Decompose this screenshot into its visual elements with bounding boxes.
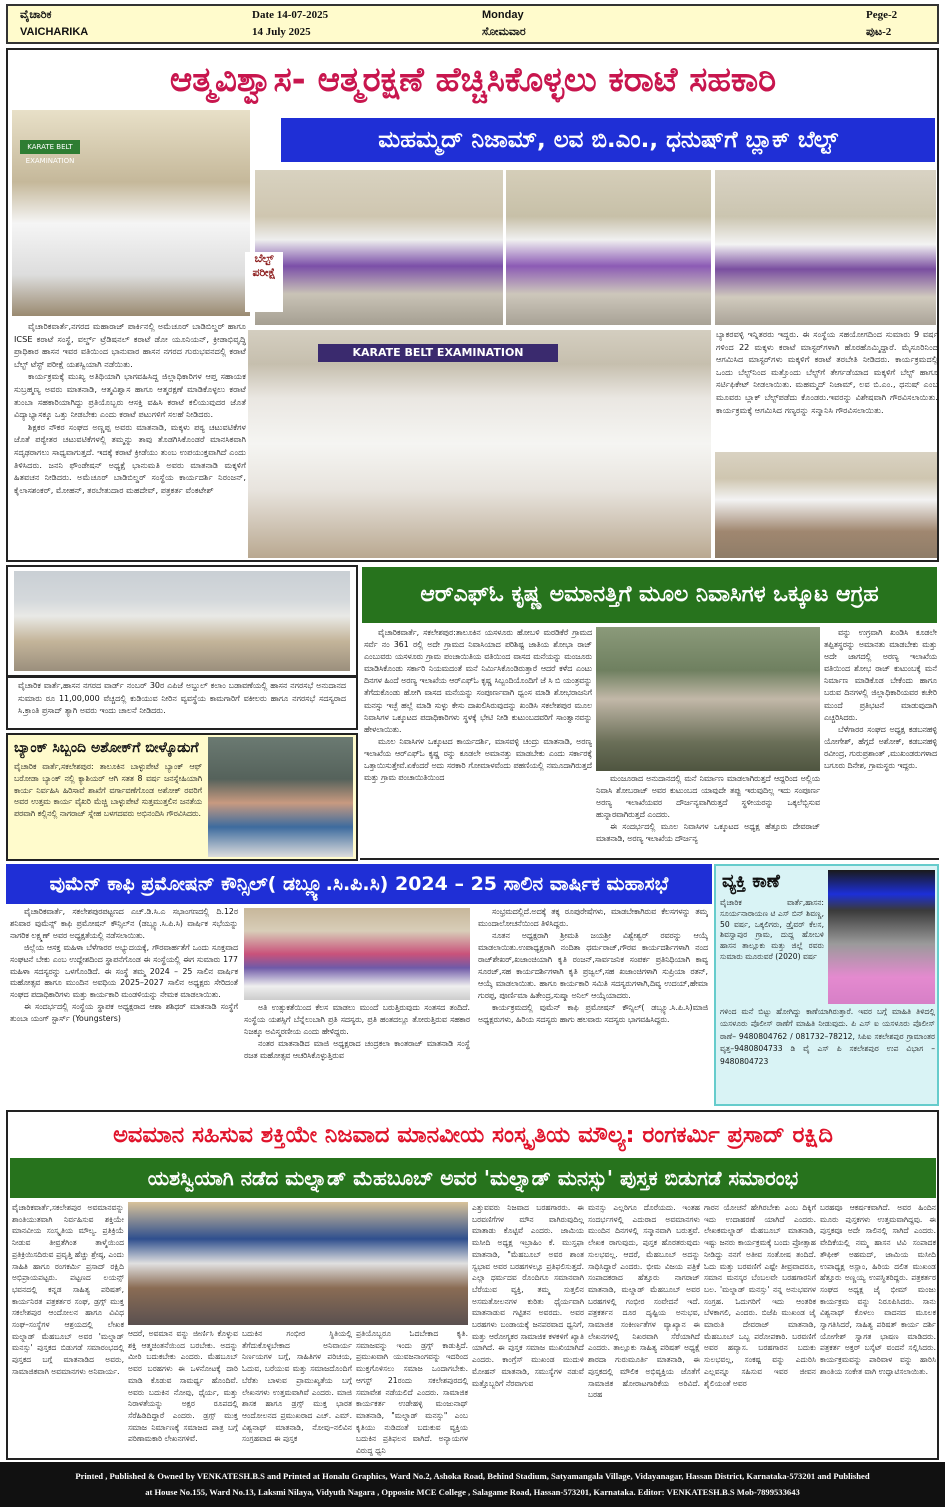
paragraph: ವೈಚಾರಿಕವಾರ್ತೆ,ನಗರದ ಮಹಾರಾಜ್ ಪಾರ್ಕಿನಲ್ಲಿ ಅಮೆಚೂರ್ ಬಾಡಿಬಿಲ್ಡರ್ ಹಾಗೂ ICSE ಕರಾಟೆ ಸಂಸ್ಥೆ, ವರ್ಲ್ಡ್ ಟ್ರೆಡಿಷನಲ್ ಕರಾಟೆ ಡೋ ಯೂನಿಯನ್, ಕ್ರೀಡಾಭಿವೃದ್ಧಿ ಪ್ರಾಧಿಕಾರ ಹಾಸನ ಇವರ ವತಿಯಿಂದ ಭಾನುವಾರ ಹಾಸನ ನಗರದ ಗುರುಭವನದಲ್ಲಿ ಕರಾಟೆ ಬೆಲ್ಟ್ ಟೆಸ್ಟ್ ಪರೀಕ್ಷೆ ಯಶಸ್ವಿಯಾಗಿ ನಡೆಯಿತು. xyxy=(14,321,246,369)
paragraph: ಮೂಲ ನಿವಾಸಿಗಳ ಒಕ್ಕೂಟದ ಕಾರ್ಯದರ್ಶಿ, ಮಾಸವಳ್ಳಿ ಚಂದ್ರು ಮಾತನಾಡಿ, ಅರಣ್ಯ ಇಲಾಖೆಯ ಆರ್‌ಎಫ್‌ಓ ಕೃಷ್ಣ ರನ್ನು ಕೂಡಲೇ ಅಮಾನತ್ತು ಮಾಡಬೇಕು ಎಂದು ಸರ್ಕಾರಕ್ಕೆ ಒತ್ತಾಯಿಸುತ್ತೇವೆ.ಏಕೆಂದರೆ ಅದು ಸರಕಾರಿ ಗೋಮಾಳವೆಂದು ಪಹಣಿಯಲ್ಲಿ ನಮೂದಾಗಿರುತ್ತದೆ ಮತ್ತು ಗ್ರಾಮ ಪಂಚಾಯಿತಿಯಿಂದ xyxy=(364,736,592,783)
paragraph: ಕಾರ್ಯಕ್ರಮಕ್ಕೆ ಮುಖ್ಯ ಅತಿಥಿಯಾಗಿ ಭಾಗವಹಿಸಿದ್ದ ಜಿಲ್ಲಾಧಿಕಾರಿಗಳ ಆಪ್ತ ಸಹಾಯಕ ಸುಬ್ರಹ್ಮಣ್ಯ ಅವರು ಮಾತನಾಡಿ, ಆತ್ಮವಿಶ್ವಾಸ ಹಾಗೂ ಆತ್ಮರಕ್ಷಣೆ ಮಾಡಿಕೊಳ್ಳಲು ಕರಾಟೆ ತುಂಬಾ ಸಹಕಾರಿಯಾಗಿದ್ದು ಪ್ರತಿಯೊಬ್ಬರು ಆಸಕ್ತಿ ವಹಿಸಿ ಕರಾಟೆ ಕಲಿಯುವುದರ ಜೊತೆ ವಿದ್ಯಾಭ್ಯಾಸಕ್ಕೂ ಒತ್ತು ನೀಡಬೇಕು ಎಂದು ಕರಾಟೆ ಪಟುಗಳಿಗೆ ಸಲಹೆ ನೀಡಿದರು. xyxy=(14,371,246,420)
imprint-line-1: Printed , Published & Owned by VENKATESH.B.S and Printed at Honalu Graphics, Ward No.2, Ashoka Road, Behind Stadium, Satyamangala Village, Vidayanagar, Hassan District, Karnataka-573201 and Published xyxy=(75,1471,870,1481)
missing-person-photo xyxy=(828,870,935,1004)
date-numeric: Date 14-07-2025 xyxy=(252,9,329,21)
missing-notice-body-bottom: ಗಳಿಂದ ಮನೆ ಬಿಟ್ಟು ಹೋಗಿದ್ದು ಕಾಣೆಯಾಗಿರುತ್ತಾರೆ. ಇವರ ಬಗ್ಗೆ ಮಾಹಿತಿ ತಿಳಿದಲ್ಲಿ ಯಸಳೂರು ಪೊಲೀಸ್ ಠಾಣೆಗೆ ಮಾಹಿತಿ ನೀಡುವುದು. ಪಿ ಎಸ್ ಐ ಯಸಳೂರು ಪೊಲೀಸ್ ಠಾಣೆ– 9480804762 / 081732–78212, ಸಿಪಿಐ ಸಕಲೇಶಪುರ ಗ್ರಾಮಾಂತರ ವೃತ್ತ–9480804733 ಡಿ ವೈ ಎಸ್ ಪಿ ಸಕಲೇಶಪುರ ಉಪ ವಿಭಾಗ –9480804723 xyxy=(720,1007,935,1066)
imprint-line-2: at House No.155, Ward No.13, Laksmi Nilaya, Vidyuth Nagara , Opposite MCE College , Salagame Road, Hassan-573201, Karnataka. Editor: VENKATESH.B.S Mob-7899533643 xyxy=(145,1487,800,1497)
rfo-headline: ಆರ್‌ಎಫ್‌ಓ ಕೃಷ್ಣ ಅಮಾನತ್ತಿಗೆ ಮೂಲ ನಿವಾಸಿಗಳ ಒಕ್ಕೂಟ ಆಗ್ರಹ xyxy=(362,567,937,623)
missing-person-notice xyxy=(714,864,939,1106)
paragraph: ಈ ಸಂದರ್ಭದಲ್ಲಿ ಮೂಲ ನಿವಾಸಿಗಳ ಒಕ್ಕೂಟದ ಅಧ್ಯಕ್ಷ ಹೆತ್ತೂರು ದೇವರಾಜ್ ಮಾತನಾಡಿ, ಅರಣ್ಯ ಇಲಾಖೆಯ ದೌರ್ಜನ್ಯ xyxy=(596,822,820,844)
rfo-article-col1 xyxy=(364,627,592,857)
book-release-col2: ಆದರೆ, ಅವಮಾನ ವನ್ನು ಜೀರ್ಣಿಸಿ ಕೊಳ್ಳುವ ಶಕ್ತಿ ಆತ್ಮಚಿಂತನೆಯಿಂದ ಬರಬೇಕು. ಅದನ್ನು ಮೀರಿ ಬದುಕಬೇಕು ಎಂದರು. ಮೆಹಬೂಬ್ ಅವರ ಬರಹಗಳು ಈ ಒಳನೋಟಕ್ಕೆ ದಾರಿ ಮಾಡಿ ಕೊಡುವ ಸಾಮರ್ಥ್ಯ ಹೊಂದಿವೆ. ಅವರು ಬದುಕಿನ ನೋವು, ಧೈರ್ಯ, ಮತ್ತು ನಿರಾಳತೆಯನ್ನು ಅಕ್ಷರ ರೂಪದಲ್ಲಿ ಸೆರೆಹಿಡಿದಿದ್ದಾರೆ ಎಂದರು. ಡ್ರಗ್ಸ್ ಮುಕ್ತ ಸಮಾಜ ನಿರ್ಮಾಣಕ್ಕೆ ಸಮಾಜದ ಪಾತ್ರ ಬಗ್ಗೆ ಪರಿಣಾಮಕಾರಿ ಲೇಖನಗಳಿವೆ. xyxy=(128,1329,238,1444)
masthead xyxy=(6,4,939,44)
paper-name-kn: ವೈಚಾರಿಕ xyxy=(20,9,52,21)
paragraph: ಶಿಕ್ಷಕರ ನೌಕರ ಸಂಘದ ಅಣ್ಣಪ್ಪ ಅವರು ಮಾತನಾಡಿ, ಮಕ್ಕಳು ಪಠ್ಯ ಚಟುವಟಿಕೆಗಳ ಜೊತೆ ಪಠ್ಯೇತರ ಚಟುವಟಿಕೆಗಳಲ್ಲಿ ತಮ್ಮನ್ನು ತಾವು ತೊಡಗಿಸಿಕೊಂಡರೆ ಮಾನಸಿಕವಾಗಿ ಸದೃಢರಾಗಲು ಸಾಧ್ಯವಾಗುತ್ತದೆ. ಇದಕ್ಕೆ ಕರಾಟೆ ಕ್ರೀಡೆಯು ತುಂಬ ಉಪಯುಕ್ತವಾಗಿದೆ ಎಂದು ತಿಳಿಸಿದರು. ಜನನಿ ಫೌಂಡೇಷನ್ ಅಧ್ಯಕ್ಷೆ ಭಾನುಮತಿ ಅವರು ಮಾತನಾಡಿ ಮಕ್ಕಳಿಗೆ ಹಿತವಚನ ನೀಡಿದರು. ಅಮೆಚೂರ್ ಬಾಡಿಬಿಲ್ಡರ್ ಸಂಸ್ಥೆಯ ಕಾರ್ಯದರ್ಶಿ ನಿರಂಜನ್, ಕೈಲಾಸಶಂಕರ್, ಮೋಹನ್, ತರಬೇತುದಾರ ಮಹದೇವ್, ಪತ್ರಕರ್ತ ವೆಂಕಟೇಶ್ xyxy=(14,421,246,495)
paragraph: ಕಾರ್ಯಕ್ರಮದಲ್ಲಿ ವುಮೆನ್ ಕಾಫಿ ಪ್ರಮೋಷನ್ ಕೌನ್ಸಿಲ್( ಡಬ್ಲ್ಯೂ.ಸಿ.ಪಿ.ಸಿ)ಮಾಜಿ ಅಧ್ಯಕ್ಷರುಗಳು, ಹಿರಿಯ ಸದಸ್ಯರು ಹಾಗು ಹಲವಾರು ಸದಸ್ಯರು ಭಾಗವಹಿಸಿದ್ದರು. xyxy=(478,1003,708,1024)
book-release-story xyxy=(6,1110,939,1460)
book-release-col6: ಮನಸ್ಸು ಎಲ್ಲರಿಗೂ ದೊರೆಯದು. ಇಂತಹ ಸಂದರ್ಭಗಳಲ್ಲಿ ಎದುರಾದ ಅವಮಾನಗಳು ಮುಂದಿನ ದಿನಗಳಲ್ಲಿ ಸನ್ಮಾನವಾಗಿ ಬರುತ್ತವೆ. ಲೇಖಕ ರಾಗುವುದು, ಪುಸ್ತಕ ಹೊರತರುವುದು ಸುಲಭವಲ್ಲ. ಆದರೆ, ಮೆಹಬೂಬ್ ಅದನ್ನು ಸಾಧಿಸಿದ್ದಾರೆ ಎಂದರು. ಭೀಮ ವಿಜಯ ಪತ್ರಿಕೆ ಸಂಪಾದಕರಾದ ಹೆತ್ತೂರು ನಾಗರಾಜ್ ಮಾತನಾಡಿ, ಮಲ್ನಾಡ್ ಮೆಹಬೂಬ್ ಅವರ ಬರಹಗಳಲ್ಲಿ ಗಂಭೀರ ಸಂವೇದನೆ ಇದೆ. ಪತ್ರಕರ್ತನ ದೂರ ದೃಷ್ಟಿಯ ಅನುಭವ, ಸಾಮಾಜಿಕ ಸಂಕೀರ್ಣತೆಗಳ ವ್ಯಾಖ್ಯಾನ ಈ ಲೇಖನಗಳಲ್ಲಿ ನಿಖರವಾಗಿ ಸೆರೆಯಾಗಿದೆ ಎಂದರು. ತಾಲ್ಲೂಕು ಸಾಹಿತ್ಯ ಪರಿಷತ್ ಅಧ್ಯಕ್ಷೆ ಶಾರದಾ ಗುರುಮೂರ್ತಿ ಮಾತನಾಡಿ, ಈ ಪುಸ್ತಕದಲ್ಲಿ ಮೌಲಿಕ ಅಭಿವ್ಯಕ್ತಿಯ ಜೊತೆಗೆ ಸಾಮಾಜಿಕ ಹೋರಾಟಗಾರಿಕೆಯ ಅರಿವಿದೆ. ಬರಹ xyxy=(588,1203,700,1400)
karate-article-col1 xyxy=(14,320,246,556)
wcpc-article-col3 xyxy=(478,906,708,1106)
page-number-en: Pege-2 xyxy=(866,9,898,21)
page-number-kn: ಪುಟ-2 xyxy=(866,26,892,38)
book-release-col5: ಎತ್ತುವವರು ನಿಜವಾದ ಬರಹಗಾರರು. ಈ ಬರವಣಿಗೆಗಳ ಮೌನ ವಾಗಿರುವುದಿಲ್ಲ ಮಾತಾಡು ಕೊಟ್ಟಿವೆ ಎಂದರು. ಜಾಮಿಯ ಮಸೀದಿ ಅಧ್ಯಕ್ಷ ಇಬ್ರಾಹಿಂ ಕೆ. ಮುಸ್ತಫಾ ಮಾತನಾಡಿ, "ಮೆಹಬೂಬ್ ಅವರ ಶಾಂತ ಸ್ವಭಾವ ಅವರ ಬರಹಗಳಲ್ಲೂ ಪ್ರತಿಫಲಿಸುತ್ತದೆ. ಎಲ್ಲಾ ಧರ್ಮದವ ರೊಂದಿಗೂ ಸಮಾನವಾಗಿ ಬೆರೆಯುವ ವ್ಯಕ್ತಿ, ತಮ್ಮ ಸುತ್ತಲಿನ ಅಸಮತೋಲನಗಳ ಕುರಿತು ಧೈರ್ಯವಾಗಿ ಮಾತನಾಡುವ ಗಟ್ಟಿತನ ಅವರದು. ಅವರ ಬರಹಗಳು ಬಂಡಾಯಕ್ಕೆ ಜನಪರವಾದ ಧ್ವನಿಗೆ, ಮತ್ತು ಆರೋಗ್ಯಕರ ಸಾಮಾಜಿಕ ಕಳಕಳಿಗೆ ಖ್ಯಾತಿ ಯಾಗಿದೆ. ಈ ಪುಸ್ತಕ ಸಮಾಜ ಮುಖಿಯಾಗಿದೆ ಎಂದರು. ಕಾಂಗ್ರೆಸ್ ಮುಖಂಡ ಮುದುಳಿ ಮೋಹನ್ ಮಾತನಾಡಿ, ಸಮುಸ್ಯೆಗಳ ನಡುವೆ ಮತ್ತೊಬ್ಬರಿಗೆ ನೆರವಾಗುವ xyxy=(472,1203,584,1388)
paragraph: ಅತಿ ಉತ್ಸುಕತೆಯಿಂದ ಕೆಲಸ ಮಾಡಲು ಮುಂದೆ ಬರುತ್ತಿರುವುದು ಸಂತಸದ ತಂದಿದೆ. ಸಂಸ್ಥೆಯ ಯಶಸ್ಸಿಗೆ ಬೆನ್ನೆಲುಬಾಗಿ ಪ್ರತಿ ಸದಸ್ಯರು, ಪ್ರತಿ ಹಂತದಲ್ಲೂ ತೋರುತ್ತಿರುವ ಸಹಕಾರ ನಿಜಕ್ಕೂ ಅವಿಸ್ಮರಣೀಯ ಎಂದು ಹೇಳಿದ್ದರು. xyxy=(244,1003,470,1036)
missing-notice-body-top: ವೈಚಾರಿಕ ವಾರ್ತೆ,ಹಾಸನ: ಸೂರ್ಯನಾರಾಯಣ ಟಿ ಎಸ್ ಬಿನ್ ಶಿವಣ್ಣ, 50 ವರ್ಷ, ಒಕ್ಕಲಿಗರು, ಡ್ರೈವರ್ ಕೆಲಸ, ಶಿವಸ್ವಾಪುರ ಗ್ರಾಮ, ದುದ್ದ ಹೋಬಳಿ ಹಾಸನ ತಾಲ್ಲೂಕು ಮತ್ತು ಜಿಲ್ಲೆ ರವರು ಸುಮಾರು ಮೂರುವರೆ (2020) ವರ್ಷ xyxy=(720,898,824,961)
bank-farewell-body: ವೈಚಾರಿಕ ವಾರ್ತೆ,ಸಕಲೇಶಪುರ: ತಾಲೂಕಿನ ಬಾಳ್ಳುಪೇಟೆ ಬ್ಯಾಂಕ್ ಆಫ್ ಬರೋಡಾ ಬ್ಯಾಂಕ್ ನಲ್ಲಿ ಕ್ಯಾಶಿಯರ್ ಆಗಿ ಸತತ 8 ವರ್ಷ ಜನಸ್ನೇಹಿಯಾಗಿ ಕಾರ್ಯ ನಿರ್ವಹಿಸಿ ಹಿರಿಸಾವೆ ಶಾಖೆಗೆ ವರ್ಗಾವಣೆಗೊಂಡ ಅಶೋಕ್ ರವರಿಗೆ ಅವರ ಉತ್ತಮ ಕಾರ್ಯ ವೈಖರಿ ಮೆಚ್ಚಿ ಬಾಳ್ಳುಪೇಟೆ ಸುತ್ತಮುತ್ತಲಿನ ಜನತೆಯ ಪರವಾಗಿ ಕಲ್ಲಿನಲ್ಲಿ ನಾಗರಾಜ್ ಸ್ನೇಹ ಬಳಗದವರು ಅಭಿನಂದಿಸಿ ಗೌರವಿಸಿದರು. xyxy=(14,762,202,819)
rfo-article-col3 xyxy=(824,627,937,857)
paragraph: ನಂತರ ಮಾತನಾಡಿದ ಮಾಜಿ ಅಧ್ಯಕ್ಷರಾದ ಚಂದ್ರಕಲಾ ಕಾಂತರಾಜ್ ಮಾತನಾಡಿ ಸಂಸ್ಥೆ ರಜತ ಮಹೋತ್ಸವ ಆಚರಿಸಿಕೊಳ್ಳುತ್ತಿರುವ xyxy=(244,1039,470,1060)
sparring-photo-3 xyxy=(715,170,936,325)
water-project-photo-box xyxy=(6,565,358,677)
karate-subheadline: ಮಹಮ್ಮದ್ ನಿಜಾಮ್, ಲವ ಬಿ.ಎಂ., ಧನುಷ್‌ಗೆ ಬ್ಲಾಕ್ ಬೆಲ್ಟ್ xyxy=(281,118,935,162)
book-release-col1: ವೈಚಾರಿಕವಾರ್ತೆ,ಸಕಲೇಶಪುರ ಅವಮಾನವನ್ನು ಶಾಂತಿಯುತವಾಗಿ ನಿರ್ವಹಿಸುವ ಶಕ್ತಿಯೇ ಮಾನವೀಯ ಸಂಸ್ಕೃತಿಯ ಮೌಲ್ಯ. ಪ್ರತಿಕ್ರಿಯೆ ನೀಡುವ ತೀವ್ರತೆಗಿಂತ ತಾಳ್ಮೆಯಿಂದ ಪ್ರತಿಕ್ರಿಯಿಸದಿರುವ ಪ್ರವೃತ್ತಿ ಹೆಚ್ಚು ಶ್ರೇಷ್ಠ, ಎಂದು ಸಾಹಿತಿ ಹಾಗೂ ರಂಗಕರ್ಮಿ ಪ್ರಸಾದ್ ರಕ್ಷಿದಿ ಅಭಿಪ್ರಾಯಪಟ್ಟರು. ಪಟ್ಟಣದ ಲಯನ್ಸ್ ಭವನದಲ್ಲಿ ಕನ್ನಡ ಸಾಹಿತ್ಯ ಪರಿಷತ್, ಕಾರ್ಯನಿರತ ಪತ್ರಕರ್ತರ ಸಂಘ, ಡ್ರಗ್ಸ್ ಮುಕ್ತ ಸಕಲೇಶಪುರ ಆಂದೋಲನ ಹಾಗೂ ವಿವಿಧ ಸಂಘ–ಸಂಸ್ಥೆಗಳ ಆಶ್ರಯದಲ್ಲಿ ಲೇಖಕ ಮಲ್ನಾಡ್ ಮೆಹಬೂಬ್ ಅವರ 'ಮಲ್ನಾಡ್ ಮನಸ್ಸು' ಪುಸ್ತಕದ ಬಿಡುಗಡೆ ಸಮಾರಂಭದಲ್ಲಿ ಪುಸ್ತಕದ ಬಗ್ಗೆ ಮಾತನಾಡಿದ ಅವರು, ಸಾಮಾಜಿಕವಾಗಿ ಅವಮಾನಗಳು ಅನಿವಾರ್ಯ. xyxy=(12,1203,124,1376)
paper-name-en: VAICHARIKA xyxy=(20,26,89,38)
book-release-col3: ಬದುಕಿನ ಗಂಭೀರ ಸ್ಥಿತಿಯಲ್ಲಿ ತೆಗೆದುಕೊಳ್ಳಬೇಕಾದ ಅನಿವಾರ್ಯ ನಿರ್ಣಯಗಳ ಬಗ್ಗೆ, ಸಾಹಿತಿಗಳ ಪರಿಚಯ, ಓದುವ, ಬರೆಯುವ ಮತ್ತು ಸಮಾಜದೊಂದಿಗೆ ಬೆರೆತು ಬಾಳುವ ಪ್ರಾಮುಖ್ಯತೆಯ ಬಗ್ಗೆ ಲೇಖನಗಳು ಉತ್ತಮವಾಗಿವೆ ಎಂದರು. ಮಾಜಿ ಶಾಸಕ ಹಾಗೂ ಡ್ರಗ್ಸ್ ಮುಕ್ತ ಭಾರತ ಆಂದೋಲನದ ಪ್ರಮುಖರಾದ ಎಚ್. ಎಮ್. ವಿಶ್ವನಾಥ್ ಮಾತನಾಡಿ, ನೋವು–ನಲಿವಿನ ಸಂಗ್ರಹವಾದ ಈ ಪುಸ್ತಕ xyxy=(242,1329,352,1444)
group-photo-guests xyxy=(12,110,250,316)
karate-story xyxy=(6,48,939,562)
paragraph: ಮಂಜೂರಾದ ಅನುದಾನದಲ್ಲಿ ಮನೆ ನಿರ್ಮಾಣ ಮಾಡಲಾಗಿರುತ್ತದೆ ಆದ್ದರಿಂದ ಅಲ್ಲಿಯ ನಿವಾಸಿ ಶೋಬರಾಜ್ ಅವರ ಕುಟುಂಬದ ಯಾವುದೇ ತಪ್ಪು ಇರುವುದಿಲ್ಲ ಇದು ಸಂಪೂರ್ಣ ಅರಣ್ಯ ಇಲಾಖೆಯವರ ದೌರ್ಜನ್ಯವಾಗಿರುತ್ತದೆ ಸ್ಥಳೀಯರನ್ನು ಒಕ್ಕಲೆಬ್ಬಿಸುವ ಹುನ್ನಾರವಾಗಿರುತ್ತದೆ ಎಂದರು. xyxy=(596,774,820,820)
wcpc-photo xyxy=(244,908,470,1000)
bank-farewell-story xyxy=(6,733,358,861)
bank-farewell-headline: ಬ್ಯಾಂಕ್ ಸಿಬ್ಬಂದಿ ಅಶೋಕ್‌ಗೆ ಬೀಳ್ಕೊಡುಗೆ xyxy=(14,740,199,756)
paragraph: ಜಿಲ್ಲೆಯ ಆಸಕ್ತ ಮಹಿಳಾ ಬೆಳೆಗಾರರ ಅಭ್ಯುದಯಕ್ಕೆ, ಗೌರವಾರ್ಹತೆಗೆ ಒಂದು ಸೂಕ್ತವಾದ ಸಂಘಟನೆ ಬೇಕು ಎಂಬ ಉದ್ದೇಶದಿಂದ ಸ್ಥಾಪನೆಗೊಂಡ ಈ ಸಂಸ್ಥೆಯಲ್ಲಿ ಈಗ ಸುಮಾರು 177 ಮಹಿಳಾ ಸದಸ್ಯರನ್ನು ಒಳಗೊಂಡಿದೆ. ಈ ಸಂಸ್ಥೆ ತಮ್ಮ 2024 – 25 ಸಾಲಿನ ವಾರ್ಷಿಕ ಮಹೋತ್ಸವ ಹಾಗೂ ಮುಂದಿನ ಅವಧಿಯ 2025–2027 ಸಾಲಿನ ಅಧ್ಯಕ್ಷರು ಸೇರಿದಂತೆ ಸಂಘದ ಪದಾಧಿಕಾರಿಗಳು ಮತ್ತು ಕಾರ್ಯಕಾರಿ ಮಂಡಳಿಯನ್ನು ನೇಮಕ ಮಾಡಲಾಯಿತು. xyxy=(10,942,238,1000)
rfo-photo xyxy=(596,627,820,771)
students-group-photo xyxy=(248,330,711,558)
rfo-article-col2 xyxy=(596,773,820,859)
paragraph: ಈ ಸಂದರ್ಭದಲ್ಲಿ ಸಂಸ್ಥೆಯ ಸ್ಥಾಪಕ ಅಧ್ಯಕ್ಷರಾದ ಆಶಾ ಶಶಿಧರ್ ಮಾತನಾಡಿ ಸಂಸ್ಥೆಗೆ ತುಂಬಾ ಯಂಗ್ ಸ್ಟಾರ್ಸ್ (Youngsters) xyxy=(10,1002,238,1024)
imprint-footer xyxy=(0,1462,945,1507)
book-release-col7: ಗಾರನ ಯೋಚನೆ ಹೇಗಿರಬೇಕು ಎಂಬ ದಿಕ್ಕಿಗೆ ಇದು ಉದಾಹರಣೆ ಯಾಗಿದೆ ಎಂದರು. ಲೇಖಕಮಲ್ನಾಡ್ ಮೆಹಬೂಬ್ ಮಾತನಾಡಿ, ಇಷ್ಟು ಜನರು ಕಾರ್ಯಕ್ರಮಕ್ಕೆ ಬಂದು ಪ್ರೋತ್ಸಾಹ ನೀಡಿದ್ದು ನನಗೆ ಅತೀವ ಸಂತೋಷ ತಂದಿದೆ. ಓದು ಮತ್ತು ಬರವಣಿಗೆ ಎಷ್ಟೇ ತೀವ್ರವಾದರೂ, ಸಮಾನ ಮನಸ್ಕರ ಬೆಂಬಲವೇ ಬರಹಗಾರನಿಗೆ ಬಲ. 'ಮಲ್ನಾಡ್ ಮನಸ್ಸು' ನನ್ನ ಅನುಭವಗಳ ಸಂಗ್ರಹ. ಓದುಗರಿಗೆ ಇದು ಆಂತರಿಕ ಬೆಳಕಾಗಲಿ, ಎಂದರು. ಬಿಜೆಪಿ ಮುಖಂಡ ಜೈ ಮಾರುತಿ ದೇವರಾಜ್ ಮಾತನಾಡಿ, ಮೆಹಬೂಬ್ ಒಬ್ಬ ಪರೋಪಕಾರಿ. ಬರವಣಿಗೆ ಅವರ ಹವ್ಯಾಸ. ಬರಹಗಾರನ ಬದುಕು ಸುಲಭವಲ್ಲ, ಸಂಕಷ್ಟ ವನ್ನು ಎದುರಿಸಿ ಎಲ್ಲವನ್ನೂ ಸಹಿಸುವ ಇವರ ಜೀವನ ಶೈಲಿಯಂತೆ ಅವರ xyxy=(704,1203,816,1388)
paragraph: ವೈಚಾರಿಕವಾರ್ತೆ, ಸಕಲೇಶಪುರಪಟ್ಟಣದ ಎಚ್.ಡಿ.ಸಿ.ಎ ಸಭಾಂಗಣದಲ್ಲಿ ದಿ.12ರ ಶನಿವಾರ ವುಮೆನ್ಸ್ ಕಾಫಿ ಪ್ರಮೋಷನ್ ಕೌನ್ಸಿಲ್‌ನ (ಡಬ್ಲ್ಯೂ.ಸಿ.ಪಿ.ಸಿ) ವಾರ್ಷಿಕ ಸಭೆಯನ್ನು ನಾಗರಿಕ ಲಕ್ಷ್ಮಣ್ ಅವರ ಅಧ್ಯಕ್ಷತೆಯಲ್ಲಿ ನಡೆಸಲಾಯಿತು. xyxy=(10,907,238,940)
weekday-kn: ಸೋಮವಾರ xyxy=(482,26,526,38)
book-release-photo xyxy=(128,1202,468,1325)
karate-headline: ಆತ್ಮವಿಶ್ವಾಸ- ಆತ್ಮರಕ್ಷಣೆ ಹೆಚ್ಚಿಸಿಕೊಳ್ಳಲು ಕರಾಟೆ ಸಹಕಾರಿ xyxy=(169,60,777,100)
paragraph: ಬೆಳೆಗಾರರ ಸಂಘದ ಅಧ್ಯಕ್ಷ ಕಡಬನಹಳ್ಳಿ ಯೋಗೇಶ್, ಹೆಗ್ಗದೆ ಅಶೋಕ್, ಕಡಬನಹಳ್ಳಿ ರವೀಂದ್ರ, ಗುರುಪ್ರಶಾಂತ್ ,ಮುಖಂಡರುಗಳಾದ ಬಗೂರು ದಿನೇಶ, ಗ್ರಾಮಸ್ಥರು ಇದ್ದರು. xyxy=(824,724,937,771)
water-project-caption: ವೈಚಾರಿಕ ವಾರ್ತೆ,ಹಾಸನ ನಗರದ ವಾರ್ಡ್ ನಂಬರ್ 30ರ ಎಪಿಜೆ ಅಬ್ದುಲ್ ಕಲಾಂ ಬಡಾವಣೆಯಲ್ಲಿ ಹಾಸನ ನಗರಸಭೆ ಅನುದಾನದ ಸುಮಾರು ರೂ 11,00,000 ವೆಚ್ಚದಲ್ಲಿ ಕುಡಿಯುವ ನೀರಿನ ವ್ಯವಸ್ಥೆಯ ಕಾಮಗಾರಿಗೆ ವಕೀಲರು ಹಾಗೂ ನಗರಸಭೆ ಸದಸ್ಯರಾದ ಸಿ.ಕ್ರಾಂತಿ ಪ್ರಸಾದ್ ತ್ಯಾಗಿ ಅವರು ಇಂದು ಚಾಲನೆ ನೀಡಿದರು. xyxy=(18,681,346,715)
water-project-photo xyxy=(14,571,350,671)
photo-banner: KARATE BELT EXAMINATION xyxy=(20,140,80,154)
book-release-col4: ಪ್ರತಿಯೊಬ್ಬರೂ ಓದಬೇಕಾದ ಕೃತಿ. ಸಮಾಜವನ್ನು ಇಂದು ಡ್ರಗ್ಸ್ ಕಾಡುತ್ತಿದೆ. ಪ್ರಮುಖವಾಗಿ ಯುವಜನಾಂಗವನ್ನು ಇದರಿಂದ ಮುಕ್ತಗೊಳಿಸಲು ಸಮಾಜ ಒಂದಾಗಬೇಕು. ಆಗಸ್ಟ್ 21ರಂದು ಸಕಲೇಶಪುರದಲ್ಲಿ ಸಮಾವೇಶ ನಡೆಯಲಿದೆ ಎಂದರು. ಸಾಮಾಜಿಕ ಕಾರ್ಯಕರ್ತ ಉಡೇಹಳ್ಳಿ ಮಂಜುನಾಥ್ ಮಾತನಾಡಿ, "ಮಲ್ನಾಡ್ ಮನಸ್ಸು" ಎಂಬ ಕೃತಿಯು ನುಡಿದಂತೆ ಬದುಕುವ ವ್ಯಕ್ತಿಯ ಬದುಕಿನ ಪ್ರತಿಫಲನ ವಾಗಿದೆ. ಅನ್ಯಾಯಗಳ ವಿರುದ್ಧ ಧ್ವನಿ xyxy=(356,1329,468,1456)
belt-test-tag: ಬೆಲ್ಟ್ ಪರೀಕ್ಷೆ xyxy=(245,252,283,312)
wcpc-headline: ವುಮೆನ್ ಕಾಫಿ ಪ್ರಮೋಷನ್ ಕೌನ್ಸಿಲ್( ಡಬ್ಲ್ಯೂ.ಸಿ.ಪಿ.ಸಿ) 2024 – 25 ಸಾಲಿನ ವಾರ್ಷಿಕ ಮಹಾಸಭೆ xyxy=(6,864,712,904)
wcpc-article-col1 xyxy=(10,906,238,1106)
photo-banner: KARATE BELT EXAMINATION xyxy=(318,344,558,362)
book-release-subheadline: ಯಶಸ್ವಿಯಾಗಿ ನಡೆದ ಮಲ್ನಾಡ್ ಮೆಹಬೂಬ್ ಅವರ 'ಮಲ್ನಾಡ್ ಮನಸ್ಸು' ಪುಸ್ತಕ ಬಿಡುಗಡೆ ಸಮಾರಂಭ xyxy=(10,1158,936,1198)
paragraph: ನೂತನ ಅಧ್ಯಕ್ಷರಾಗಿ ಶ್ರೀಮತಿ ಜಯಶ್ರೀ ವಿಶ್ವೇಶ್ವರ್ ರವರನ್ನು ಆಯ್ಕೆ ಮಾಡಲಾಯಿತು.ಉಪಾಧ್ಯಕ್ಷರಾಗಿ ನಂದಿತಾ ಧರ್ಮರಾಜ್,ಗೌರವ ಕಾರ್ಯದರ್ಶಿಗಳಾಗಿ ನಂದ ರಾಜ್‌ಶೇಖರ್,ಖಜಾಂಚಿಯಾಗಿ ಕೃತಿ ರಂಜನ್,ಸಾರ್ವಜನಿಕ ಸಂಪರ್ಕ ಪ್ರತಿನಿಧಿಯಾಗಿ ಕಾವ್ಯ ಸೂರಜ್,ಸಹ ಕಾರ್ಯದರ್ಶಿಗಳಾಗಿ ಕೃತಿ ಪ್ರಜ್ವಲ್,ಸಹ ಖಜಾಂಚಿಗಳಾಗಿ ಸುಪ್ರಿಯಾ ರತನ್, ಆಯ್ಕೆ ಮಾಡಲಾಯಿತು. ಹಾಗೂ ಕಾರ್ಯಕಾರಿ ಸಮಿತಿ ಸದಸ್ಯರುಗಳಾಗಿ,ದಿವ್ಯ ಉದಯ್,ಹೇಮಾ ಗುರಪ್ಪ, ಪೂರ್ಣಿಮಾ ಹಿತೇಂದ್ರ,ಸುಷ್ಮಾ ಅನಿಲ್ ಆಯ್ಕೆಯಾದರು. xyxy=(478,931,708,1000)
wcpc-article-col2 xyxy=(244,1002,470,1106)
felicitation-photo xyxy=(715,452,937,558)
paragraph: ಸಂಭ್ರಮದಲ್ಲಿದೆ.ಅದಕ್ಕೆ ತಕ್ಕ ರೂಪುರೇಷೆಗಳು, ಮಾಡಬೇಕಾಗಿರುವ ಕೆಲಸಗಳನ್ನು ತಮ್ಮ ಮುಂದಾಲೋಚನೆಯಿಂದ ತಿಳಿಸಿದ್ದರು. xyxy=(478,907,708,928)
bank-farewell-photo xyxy=(208,737,353,857)
weekday-en: Monday xyxy=(482,9,524,21)
sparring-photo-1 xyxy=(255,170,503,325)
rfo-story xyxy=(360,565,939,860)
paragraph: ವನ್ನು ಉಗ್ರವಾಗಿ ಖಂಡಿಸಿ ಕೂಡಲೇ ತಪ್ಪಿತಸ್ಥರನ್ನು ಅಮಾನತು ಮಾಡಬೇಕು ಮತ್ತು ಅದೇ ಜಾಗದಲ್ಲಿ ಅರಣ್ಯ ಇಲಾಖೆಯ ವತಿಯಿಂದ ಶೋಭ ರಾಜ್ ಕುಟುಂಬಕ್ಕೆ ಮನೆ ನಿರ್ಮಾಣ ಮಾಡಿಕೊಡ ಬೇಕೆಂದು ಹಾಗೂ ಬರುವ ದಿನಗಳಲ್ಲಿ ಜಿಲ್ಲಾಧಿಕಾರಿಯವರ ಕಚೇರಿ ಮುಂದೆ ಪ್ರತಿಭಟನೆ ಮಾಡುವುದಾಗಿ ಎಚ್ಚರಿಸಿದರು. xyxy=(824,628,937,722)
date-text: 14 July 2025 xyxy=(252,26,311,38)
karate-article-col-right: ಬ್ಯಾಕರವಳ್ಳಿ ಇನ್ನಿತರರು ಇದ್ದರು. ಈ ಸಂಸ್ಥೆಯ ಸಹಯೋಗದಿಂದ ಸುಮಾರು 9 ವರ್ಷ ಗಳಿಂದ 22 ಮಕ್ಕಳು ಕರಾಟೆ ಮಾಸ್ಟರ್‌ಗಳಾಗಿ ಹೊರಹೊಮ್ಮಿದ್ದಾರೆ. ಮೈಸೂರಿನಿಂದ ಆಗಮಿಸಿದ ಮಾಸ್ಟರ್‌ಗಳು ಮಕ್ಕಳಿಗೆ ಕರಾಟೆ ತರಬೇತಿ ನೀಡಿದರು. ಕಾರ್ಯಕ್ರಮದಲ್ಲಿ ಒಂದು ಬೆಲ್ಟ್‌ನಿಂದ ಮತ್ತೊಂದು ಬೆಲ್ಟ್‌ಗೆ ತೇರ್ಗಡೆಯಾದ ಮಕ್ಕಳಿಗೆ ಬೆಲ್ಟ್ ಹಾಗೂ ಸರ್ಟಿಫಿಕೇಟ್ ನೀಡಲಾಯಿತು. ಮಹಮ್ಮದ್ ನಿಜಾಮ್, ಲವ ಬಿ.ಎಂ., ಧನುಷ್ ಎಂಬ ಮೂವರು ಬ್ಲಾಕ್ ಬೆಲ್ಟ್‌ಪಡೆದು ಕೊಂಡರು.ಇವರನ್ನು ವಿಶೇಷವಾಗಿ ಗೌರವಿಸಲಾಯಿತು. ಕಾರ್ಯಕ್ರಮಕ್ಕೆ ಆಗಮಿಸಿದ ಗಣ್ಯರನ್ನು ಸನ್ಮಾನಿಸಿ ಗೌರವಿಸಲಾಯಿತು. xyxy=(716,329,938,415)
sparring-photo-2 xyxy=(506,170,711,325)
book-release-col8: ಬರಹವೂ ಆಕರ್ಷಕವಾಗಿದೆ. ಅವರ ಹಿಂದಿನ ಮೂರು ಪುಸ್ತಕಗಳು ಉತ್ತಮವಾಗಿದ್ದವು. ಈ ಪುಸ್ತಕವೂ ಅದೇ ಸಾಲಿನಲ್ಲಿ ಸಾಗಿದೆ ಎಂದರು. ವೇದಿಕೆಯಲ್ಲಿ ನಮ್ಮ ಹಾಸನ ಟಿವಿ ಸಂಪಾದಕ ತೌಫೀಕ್ ಅಹಮದ್, ಜಾಮಿಯ ಮಸೀದಿ ಉಪಾಧ್ಯಕ್ಷ ಅಸ್ಲಾಂ, ಹಿರಿಯ ದಲಿತ ಮುಖಂಡ ಹೆತ್ತೂರು ಅಣ್ಣಯ್ಯ ಉಪಸ್ಥಿತರಿದ್ದರು. ಪತ್ರಕರ್ತರ ಸಂಘದ ಅಧ್ಯಕ್ಷ ಜೈ ಭೀಮ್ ಮಂಜು ಕಾರ್ಯಕ್ರಮ ವನ್ನು ನಿರೂಪಿಸಿದರು. ಸಾನು ವಿಶ್ವನಾಥ್ ಕೊಳಲು ವಾದನದ ಮೂಲಕ ಸ್ವಾಗತಿಸಿದರೆ, ಸಾಹಿತ್ಯ ಪರಿಷತ್ ಕಾರ್ಯ ದರ್ಶಿ ಯೋಗೇಶ್ ಸ್ವಾಗತ ಭಾಷಣ ಮಾಡಿದರು. ಪತ್ರಕರ್ತ ಅಕ್ತರ್ ಬಸ್ಕೆಟ್ ವಂದನೆ ಸಲ್ಲಿಸಿದರು. ಕಾರ್ಯಕ್ರಮವನ್ನು ಪಾರಿವಾಳ ವನ್ನು ಹಾರಿಸಿ ಶಾಂತಿಯ ಸಂಕೇತ ವಾಗಿ ಉದ್ಘಾಟಿಸಲಾಯಿತು. xyxy=(820,1203,936,1376)
missing-notice-headline: ವ್ಯಕ್ತಿ ಕಾಣೆ xyxy=(722,871,780,892)
water-project-caption-box xyxy=(6,676,358,730)
paragraph: ವೈಚಾರಿಕವಾರ್ತೆ, ಸಕಲೇಶಪುರ:ತಾಲೂಕಿನ ಯಸಳೂರು ಹೋಬಳಿ ಮರಡಿಕೆರೆ ಗ್ರಾಮದ ಸರ್ವೆ ನಂ 361 ರಲ್ಲಿ ಅದೇ ಗ್ರಾಮದ ನಿವಾಸಿಯಾದ ಪರಿಶಿಷ್ಟ ಜಾತಿಯ ಶೋಭಾ ರಾಜ್ ಎಂಬುವರು ಯಸಳೂರು ಗ್ರಾಮ ಪಂಚಾಯಿತಿಯ ವತಿಯಿಂದ ವಾಸದ ಮನೆಯನ್ನು ಮಂಜೂರು ಮಾಡಿಸಿಕೊಂಡು ಸರ್ಕಾರಿ ನಿಯಮದಂತೆ ಮನೆ ನಿರ್ಮಿಸಿಕೊಂಡಿರುತ್ತಾರೆ ಆದರೆ ಕಳೆದ ಎಂಟು ದಿನಗಳ ಹಿಂದೆ ಅರಣ್ಯ ಇಲಾಖೆಯ ಆರ್‌ಎಫ್‌ಓ ಕೃಷ್ಣ ಸಿಬ್ಬಂದಿಯೊಂದಿಗೆ ಜೆ ಸಿ ಬಿ ಯಂತ್ರವನ್ನು ತೆಗೆದುಕೊಂಡು ಹೋಗಿ ವಾಸದ ಮನೆಯನ್ನು ಸಂಪೂರ್ಣವಾಗಿ ಧ್ವಂಸ ಮಾಡಿ ಶೋಭರಾಜನಿಗೆ ಮನಸ್ಸು ಇಚ್ಛೆ ಹಲ್ಲೆ ಮಾಡಿ ಸುಳ್ಳು ಕೇಸು ದಾಖಲಿಸಿರುವುದನ್ನು ಖಂಡಿಸಿ ಸಕಲೇಶಪುರ ಮೂಲ ನಿವಾಸಿಗಳ ಒಕ್ಕೂಟದ ಪದಾಧಿಕಾರಿಗಳು ಸ್ಥಳಕ್ಕೆ ಭೇಟಿ ನೀಡಿ ಕುಟುಂಬದವರಿಗೆ ಸಾಂತ್ವಾನವನ್ನು ಹೇಳಲಾಯಿತು. xyxy=(364,628,592,734)
book-release-headline: ಅವಮಾನ ಸಹಿಸುವ ಶಕ್ತಿಯೇ ನಿಜವಾದ ಮಾನವೀಯ ಸಂಸ್ಕೃತಿಯ ಮೌಲ್ಯ: ರಂಗಕರ್ಮಿ ಪ್ರಸಾದ್ ರಕ್ಷಿದಿ xyxy=(113,1122,833,1148)
